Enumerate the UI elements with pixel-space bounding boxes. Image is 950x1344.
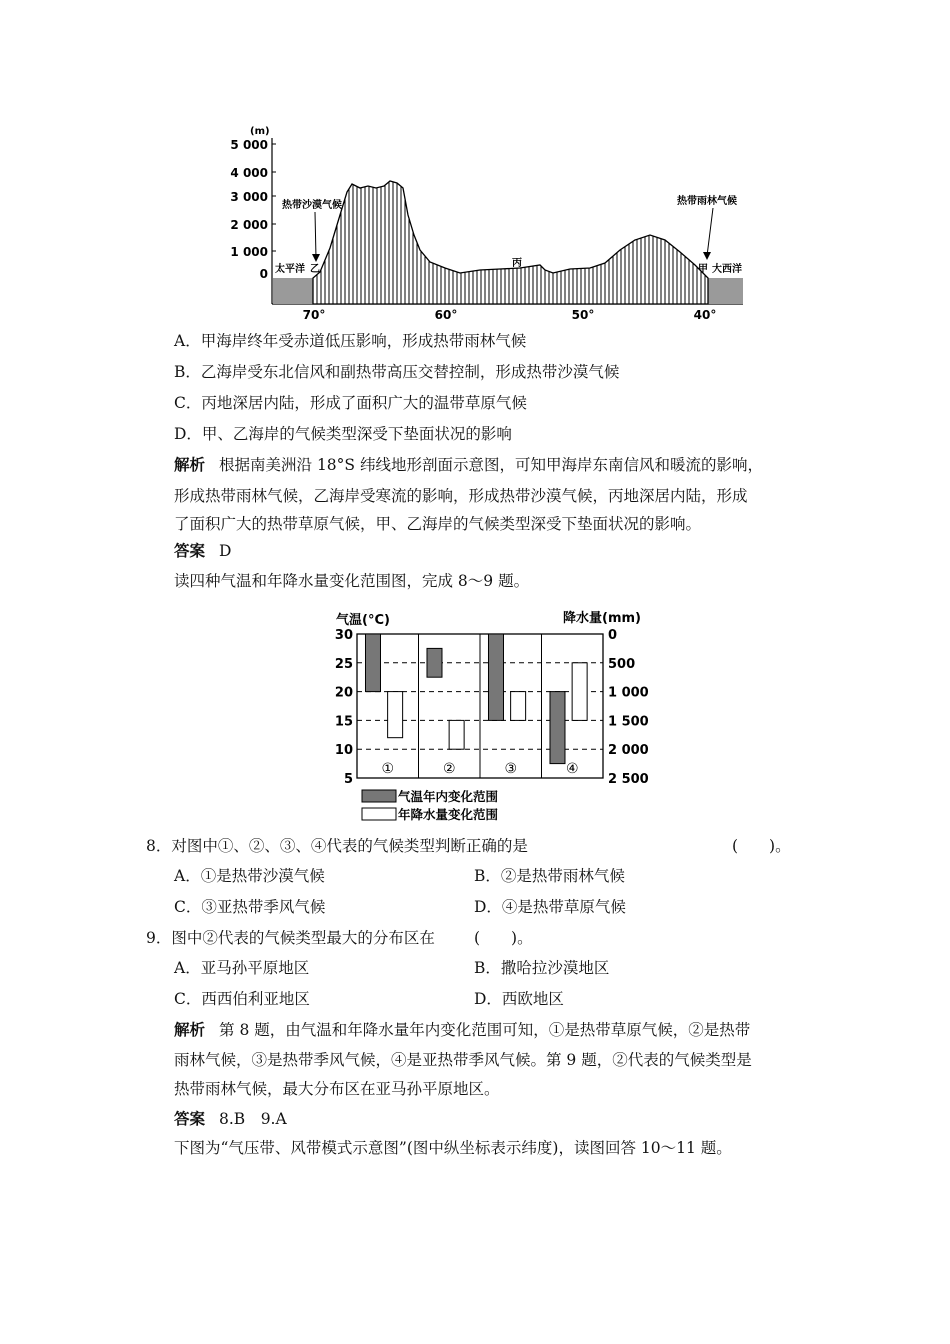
legend-precip-swatch — [362, 808, 396, 820]
answer1 — [174, 541, 231, 561]
label-jia: 甲 — [698, 264, 708, 275]
analysis2-line3: 热带雨林气候，最大分布区在亚马孙平原地区。 — [174, 1080, 500, 1098]
temp-range-bar — [365, 634, 380, 692]
legend-temp-label: 气温年内变化范围 — [398, 789, 499, 804]
analysis1-line3: 了面积广大的热带草原气候，甲、乙海岸的气候类型深受下垫面状况的影响。 — [174, 515, 702, 533]
q8-paren: ( )。 — [732, 837, 791, 855]
answer2-value: 8.B 9.A — [219, 1110, 287, 1128]
profile-y-ticks — [230, 138, 268, 281]
left-tick-label: 15 — [334, 714, 353, 730]
analysis2-line2: 雨林气候，③是热带季风气候，④是亚热带季风气候。第 9 题，②代表的气候类型是 — [174, 1051, 752, 1069]
label-rainforest-climate: 热带雨林气候 — [677, 196, 737, 207]
profile-x-ticks — [303, 308, 717, 322]
x-tick: 40° — [693, 308, 717, 322]
y-tick: 1 000 — [230, 245, 268, 259]
label-bing: 丙 — [512, 258, 522, 269]
analysis1-line2: 形成热带雨林气候，乙海岸受寒流的影响，形成热带沙漠气候，丙地深居内陆，形成 — [174, 487, 748, 505]
label-atlantic: 大西洋 — [712, 264, 742, 275]
category-label: ① — [381, 761, 395, 777]
terrain-profile-figure — [0, 0, 950, 330]
q9-paren: ( )。 — [474, 929, 533, 947]
answer2-label: 答案 — [174, 1110, 206, 1128]
left-axis-label: 气温(°C) — [336, 613, 390, 628]
q8-option-c: C．③亚热带季风气候 — [174, 898, 326, 916]
q9-option-b: B．撒哈拉沙漠地区 — [474, 959, 610, 977]
analysis1-text: 根据南美洲沿 18°S 纬线地形剖面示意图，可知甲海岸东南信风和暖流的影响， — [219, 456, 763, 474]
right-axis-label: 降水量(mm) — [563, 611, 641, 626]
right-tick-label: 1 000 — [608, 685, 649, 701]
profile-y-unit: (m) — [250, 126, 270, 137]
legend-temp-swatch — [362, 790, 396, 802]
q8-stem: 8．对图中①、②、③、④代表的气候类型判断正确的是 — [146, 837, 528, 855]
q8-option-d: D．④是热带草原气候 — [474, 898, 626, 916]
left-tick-label: 5 — [343, 772, 353, 787]
q7-option-d: D．甲、乙海岸的气候类型深受下垫面状况的影响 — [174, 425, 512, 443]
analysis2-label: 解析 — [174, 1021, 206, 1039]
climate-range-chart — [0, 602, 950, 832]
analysis1-label: 解析 — [174, 456, 206, 474]
y-tick: 0 — [259, 267, 268, 281]
left-tick-label: 30 — [334, 628, 353, 643]
legend-precip-label: 年降水量变化范围 — [398, 807, 499, 822]
y-tick: 5 000 — [230, 138, 268, 152]
pacific-ocean-fill — [273, 278, 313, 304]
temp-range-bar — [488, 634, 503, 720]
left-tick-label: 25 — [334, 656, 353, 672]
precip-range-bar — [388, 692, 403, 738]
q9-option-d: D．西欧地区 — [474, 990, 564, 1008]
intro-q10-11: 下图为“气压带、风带模式示意图”(图中纵坐标表示纬度)，读图回答 10～11 题。 — [174, 1139, 732, 1157]
q9-option-a: A．亚马孙平原地区 — [174, 959, 310, 977]
q8-option-a: A．①是热带沙漠气候 — [174, 867, 325, 885]
q9-option-c: C．西西伯利亚地区 — [174, 990, 310, 1008]
left-tick-label: 10 — [334, 743, 353, 759]
category-label: ④ — [565, 761, 579, 777]
terrain-profile-shape — [313, 181, 708, 304]
category-label: ③ — [504, 761, 518, 777]
right-tick-label: 0 — [608, 628, 618, 643]
answer2 — [174, 1109, 287, 1129]
precip-range-bar — [449, 720, 464, 749]
y-tick: 2 000 — [230, 218, 268, 232]
right-tick-label: 1 500 — [608, 714, 649, 730]
q8-option-b: B．②是热带雨林气候 — [474, 867, 625, 885]
precip-range-bar — [511, 692, 526, 721]
right-tick-label: 500 — [608, 656, 636, 672]
right-tick-label: 2 000 — [608, 743, 649, 759]
precip-range-bar — [572, 663, 587, 721]
left-tick-label: 20 — [334, 685, 353, 701]
y-tick: 3 000 — [230, 190, 268, 204]
atlantic-ocean-fill — [708, 278, 743, 304]
q9-stem: 9．图中②代表的气候类型最大的分布区在 — [146, 929, 435, 947]
answer1-label: 答案 — [174, 542, 206, 560]
category-label: ② — [442, 761, 456, 777]
y-tick: 4 000 — [230, 166, 268, 180]
q7-option-b: B．乙海岸受东北信风和副热带高压交替控制，形成热带沙漠气候 — [174, 363, 620, 381]
x-tick: 50° — [571, 308, 595, 322]
q7-option-a: A．甲海岸终年受赤道低压影响，形成热带雨林气候 — [174, 332, 527, 350]
q7-option-c: C．丙地深居内陆，形成了面积广大的温带草原气候 — [174, 394, 527, 412]
x-tick: 60° — [434, 308, 458, 322]
x-tick: 70° — [302, 308, 326, 322]
temp-range-bar — [427, 648, 442, 677]
intro-q8-9: 读四种气温和年降水量变化范围图，完成 8～9 题。 — [174, 572, 530, 590]
answer1-value: D — [219, 542, 232, 560]
analysis2-text: 第 8 题，由气温和年降水量年内变化范围可知，①是热带草原气候，②是热带 — [219, 1021, 751, 1039]
temp-range-bar — [550, 692, 565, 764]
label-yi: 乙 — [310, 264, 320, 275]
label-desert-climate: 热带沙漠气候 — [282, 200, 342, 211]
right-tick-label: 2 500 — [608, 772, 649, 787]
analysis2-line1 — [174, 1020, 750, 1040]
label-pacific: 太平洋 — [275, 264, 305, 275]
analysis1-line1 — [174, 455, 763, 475]
